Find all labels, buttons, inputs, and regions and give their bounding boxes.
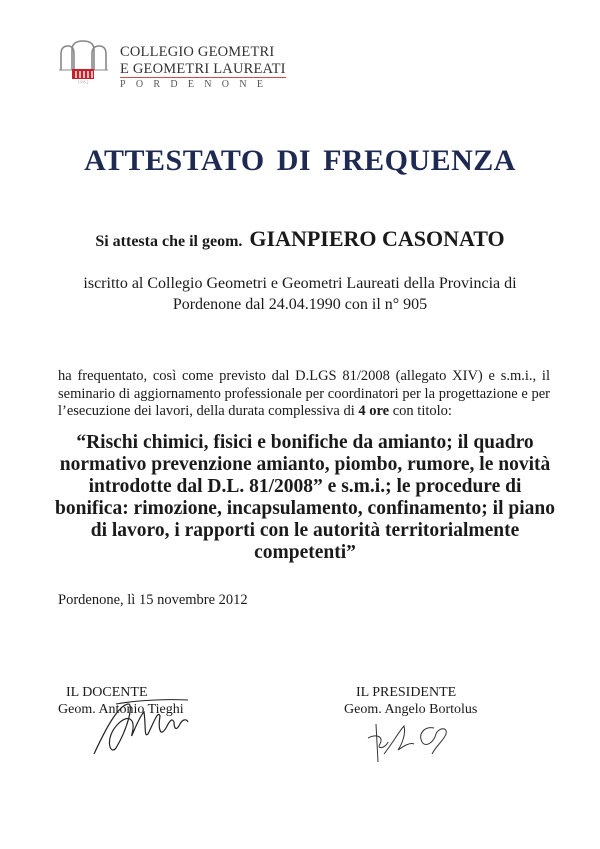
- certificate-title: ATTESTATO DI FREQUENZA: [84, 144, 516, 177]
- registration-line-2: Pordenone dal 24.04.1990 con il n° 905: [172, 296, 428, 313]
- signature-block-presidente: [344, 684, 477, 718]
- body-paragraph: [58, 368, 550, 421]
- registration-info: [0, 273, 600, 315]
- course-title: “Rischi chimici, fisici e bonifiche da amianto; il quadro normativo prevenzione amianto, piombo, rumore, le novità introdotte dal D.L. 81/2008” e s.m.i.; le procedure di bonifica: rimozione, incapsulamento, confinamento; il piano di lavoro, i rapporti con le autorità territorialmente competenti”: [55, 432, 555, 563]
- collegio-logo-icon: [58, 40, 110, 84]
- signature-block-docente: [58, 684, 184, 718]
- body-text-before: ha frequentato, così come previsto dal D.LGS 81/2008 (allegato XIV) e s.m.i., il seminario di aggiornamento professionale per coordinatori per la progettazione e per l’esecuzione dei lavori, della durata complessiva di: [58, 368, 550, 419]
- signature-role: IL DOCENTE: [66, 685, 148, 700]
- logo-line-1: COLLEGIO GEOMETRI: [120, 44, 275, 60]
- handwritten-signature-icon: [364, 720, 454, 764]
- logo: [58, 40, 318, 90]
- attesta-prefix: Si attesta che il geom.: [95, 233, 243, 250]
- signature-role: IL PRESIDENTE: [356, 685, 457, 700]
- logo-line-3: PORDENONE: [120, 79, 274, 90]
- signature-name: Geom. Angelo Bortolus: [344, 702, 478, 717]
- signature-name: Geom. Antonio Tieghi: [58, 702, 184, 717]
- registration-line-1: iscritto al Collegio Geometri e Geometri Laureati della Provincia di: [83, 275, 517, 292]
- logo-line-2: E GEOMETRI LAUREATI: [120, 61, 286, 77]
- body-text-after: con titolo:: [389, 403, 452, 419]
- svg-text:1 9 6 2: 1 9 6 2: [77, 79, 89, 84]
- handwritten-signature-icon: [88, 698, 198, 758]
- recipient-name: GIANPIERO CASONATO: [249, 226, 505, 251]
- course-duration: 4 ore: [358, 403, 390, 419]
- place-date: Pordenone, lì 15 novembre 2012: [58, 592, 248, 608]
- attesta-line: [0, 226, 600, 252]
- logo-text: [120, 44, 286, 91]
